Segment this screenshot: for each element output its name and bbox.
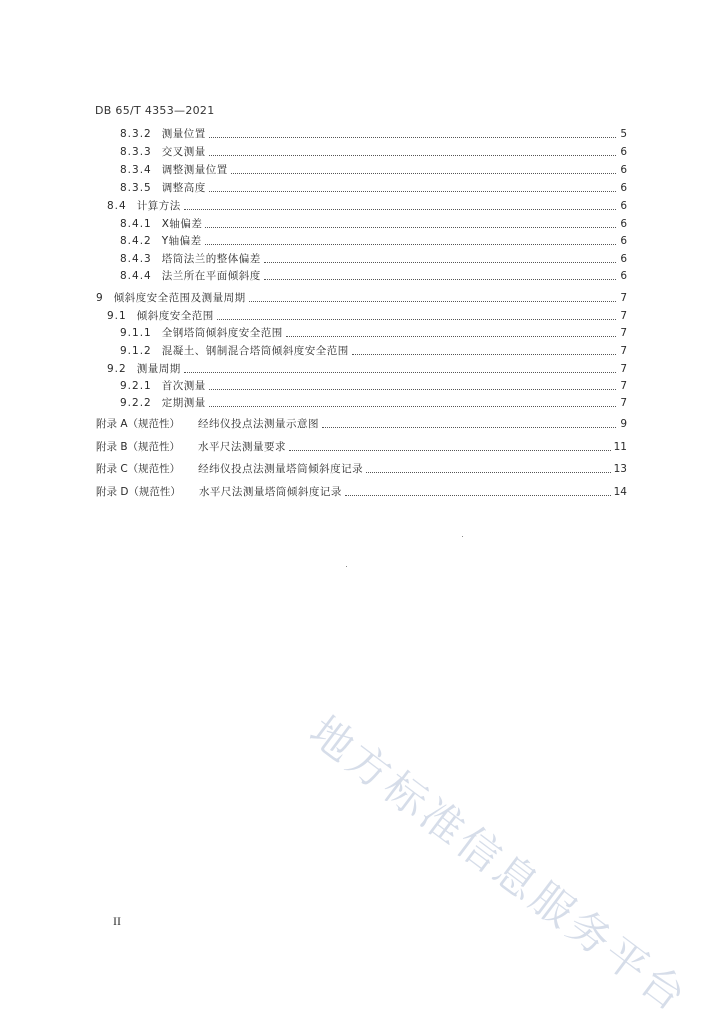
toc-entry[interactable]	[120, 216, 627, 232]
toc-entry-page: 13	[613, 463, 627, 475]
toc-leader-dots	[345, 494, 611, 496]
toc-entry[interactable]	[120, 126, 627, 142]
toc-entry-number: 附录 A（规范性）	[96, 418, 181, 430]
toc-leader-dots	[184, 208, 616, 210]
toc-entry-page: 9	[620, 418, 627, 430]
toc-entry-number: 8.4.3	[120, 253, 152, 265]
page-number: II	[113, 914, 121, 928]
toc-entry-title: 首次测量	[161, 380, 206, 392]
toc-entry-appendix[interactable]	[96, 439, 627, 455]
toc-entry[interactable]	[120, 233, 627, 249]
toc-entry[interactable]	[107, 308, 627, 324]
toc-entry-appendix[interactable]	[96, 461, 627, 477]
watermark-text: 地方标准信息服务平台	[300, 706, 698, 1023]
toc-entry-title: 全钢塔筒倾斜度安全范围	[161, 327, 283, 339]
toc-entry-page: 6	[620, 218, 627, 230]
toc-entry-number: 9.1	[107, 310, 127, 322]
toc-entry[interactable]	[107, 361, 627, 377]
toc-entry-title: 倾斜度安全范围及测量周期	[113, 292, 246, 304]
toc-leader-dots	[209, 154, 616, 156]
toc-entry-page: 7	[620, 380, 627, 392]
toc-entry-number: 8.3.3	[120, 146, 152, 158]
toc-entry[interactable]	[120, 144, 627, 160]
toc-leader-dots	[205, 243, 616, 245]
toc-entry-title: 水平尺法测量要求	[198, 441, 287, 453]
toc-entry[interactable]	[120, 343, 627, 359]
toc-entry-number: 9	[96, 292, 104, 304]
toc-leader-dots	[264, 261, 616, 263]
document-code-header: DB 65/T 4353—2021	[95, 104, 215, 117]
toc-entry-page: 7	[620, 327, 627, 339]
toc-entry-title: 混凝土、钢制混合塔筒倾斜度安全范围	[161, 345, 349, 357]
toc-leader-dots	[286, 335, 616, 337]
toc-entry[interactable]	[120, 378, 627, 394]
toc-entry-title: 塔筒法兰的整体偏差	[161, 253, 261, 265]
toc-entry[interactable]	[120, 251, 627, 267]
toc-entry-title: 经纬仪投点法测量示意图	[198, 418, 320, 430]
toc-entry-number: 附录 C（规范性）	[96, 463, 181, 475]
toc-entry[interactable]	[120, 180, 627, 196]
toc-entry-number: 8.3.4	[120, 164, 152, 176]
toc-entry-number: 9.2.2	[120, 397, 152, 409]
toc-leader-dots	[249, 300, 616, 302]
toc-entry-page: 6	[620, 235, 627, 247]
toc-leader-dots	[209, 136, 616, 138]
toc-leader-dots	[209, 405, 616, 407]
toc-entry-number: 8.4	[107, 200, 127, 212]
toc-entry-title: 调整测量位置	[161, 164, 228, 176]
toc-entry-page: 14	[613, 486, 627, 498]
toc-leader-dots	[217, 318, 616, 320]
toc-leader-dots	[322, 426, 616, 428]
toc-entry-title: 测量周期	[136, 363, 181, 375]
toc-entry[interactable]	[120, 325, 627, 341]
toc-entry[interactable]	[120, 162, 627, 178]
toc-entry-page: 7	[620, 363, 627, 375]
toc-entry[interactable]	[107, 198, 627, 214]
toc-entry-number: 8.4.1	[120, 218, 152, 230]
toc-leader-dots	[264, 278, 616, 280]
scan-speck	[346, 566, 347, 567]
toc-entry-page: 7	[620, 310, 627, 322]
toc-entry-title: 交叉测量	[161, 146, 206, 158]
toc-entry-number: 9.2.1	[120, 380, 152, 392]
toc-entry[interactable]	[120, 268, 627, 284]
toc-entry-number: 8.3.5	[120, 182, 152, 194]
toc-entry-number: 8.3.2	[120, 128, 152, 140]
toc-leader-dots	[231, 172, 616, 174]
toc-leader-dots	[289, 449, 611, 451]
toc-entry-title: 经纬仪投点法测量塔筒倾斜度记录	[198, 463, 364, 475]
toc-entry-title: 水平尺法测量塔筒倾斜度记录	[198, 486, 342, 498]
toc-entry-page: 6	[620, 146, 627, 158]
toc-entry-title: 计算方法	[136, 200, 181, 212]
toc-entry-number: 9.1.1	[120, 327, 152, 339]
toc-entry-page: 7	[620, 292, 627, 304]
toc-entry-page: 11	[613, 441, 627, 453]
toc-entry-appendix[interactable]	[96, 484, 627, 500]
toc-entry[interactable]	[120, 395, 627, 411]
toc-entry-title: 调整高度	[161, 182, 206, 194]
toc-entry-page: 6	[620, 182, 627, 194]
toc-entry-title: 测量位置	[161, 128, 206, 140]
toc-entry-title: 倾斜度安全范围	[136, 310, 214, 322]
toc-leader-dots	[352, 353, 616, 355]
toc-entry-number: 9.2	[107, 363, 127, 375]
toc-entry-number: 8.4.2	[120, 235, 152, 247]
toc-leader-dots	[209, 190, 616, 192]
toc-entry-page: 7	[620, 345, 627, 357]
toc-entry-number: 9.1.2	[120, 345, 152, 357]
toc-entry-title: Y轴偏差	[161, 235, 202, 247]
toc-entry-page: 6	[620, 270, 627, 282]
toc-leader-dots	[184, 371, 616, 373]
toc-entry-title: X轴偏差	[161, 218, 203, 230]
toc-entry-page: 6	[620, 164, 627, 176]
toc-entry-number: 附录 D（规范性）	[96, 486, 181, 498]
toc-entry-page: 6	[620, 200, 627, 212]
toc-leader-dots	[205, 226, 616, 228]
toc-entry-title: 定期测量	[161, 397, 206, 409]
toc-leader-dots	[209, 388, 616, 390]
toc-entry-appendix[interactable]	[96, 416, 627, 432]
toc-entry-title: 法兰所在平面倾斜度	[161, 270, 261, 282]
toc-entry-number: 附录 B（规范性）	[96, 441, 181, 453]
toc-entry-number: 8.4.4	[120, 270, 152, 282]
toc-leader-dots	[366, 471, 610, 473]
toc-entry[interactable]	[96, 290, 627, 306]
toc-entry-page: 7	[620, 397, 627, 409]
scan-speck	[462, 536, 463, 537]
toc-entry-page: 5	[620, 128, 627, 140]
toc-entry-page: 6	[620, 253, 627, 265]
